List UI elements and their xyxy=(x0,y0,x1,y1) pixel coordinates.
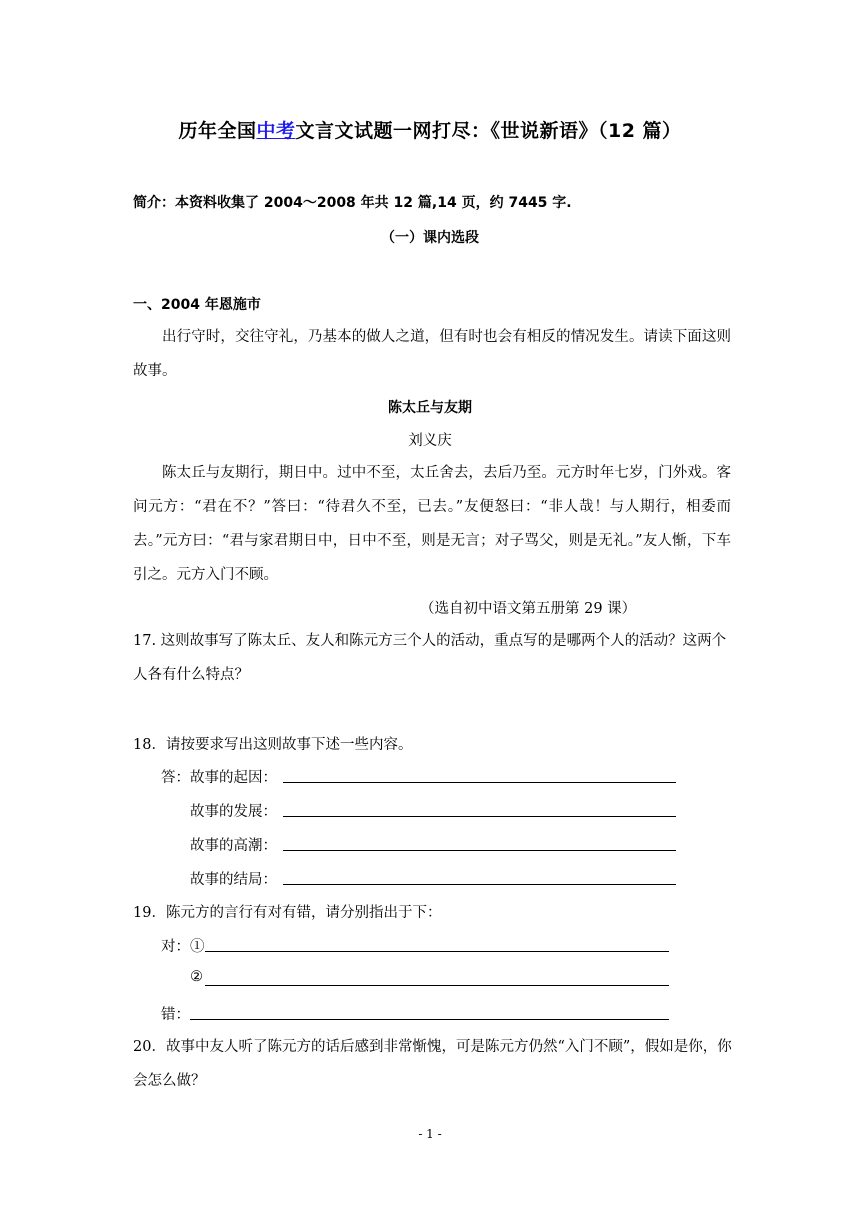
title-link-zhongkao[interactable]: 中考 xyxy=(256,120,296,142)
answer-blank-development[interactable] xyxy=(283,816,676,817)
answer-blank-ending[interactable] xyxy=(283,884,676,885)
story-author: 刘义庆 xyxy=(408,433,452,449)
question-group-heading: 一、2004 年恩施市 xyxy=(133,297,261,313)
answer-label-development: 故事的发展： xyxy=(190,804,277,820)
answer-label-wrong: 错： xyxy=(161,1007,190,1023)
intro-paragraph: 出行守时，交往守礼，乃基本的做人之道，但有时也会有相反的情况发生。请读下面这则故事。 xyxy=(133,329,731,379)
title-prefix: 历年全国 xyxy=(178,120,257,142)
answer-label-ending: 故事的结局： xyxy=(190,872,277,888)
document-title xyxy=(0,116,860,143)
section-heading: （一）课内选段 xyxy=(381,230,479,246)
answer-label-climax: 故事的高潮： xyxy=(190,838,277,854)
answer-label-right-1: 对：① xyxy=(161,939,205,955)
question-18: 18．请按要求写出这则故事下述一些内容。 xyxy=(133,737,413,753)
question-20: 20．故事中友人听了陈元方的话后感到非常惭愧，可是陈元方仍然“入门不顾”，假如是你，你会怎么做？ xyxy=(133,1039,732,1089)
story-text: 陈太丘与友期行，期日中。过中不至，太丘舍去，去后乃至。元方时年七岁，门外戏。客问元方：“君在不？”答曰：“待君久不至，已去。”友便怒曰：“非人哉！与人期行，相委而去。”元方曰：“君与家君期日中，日中不至，则是无言；对子骂父，则是无礼。”友人惭，下车引之。元方入门不顾。 xyxy=(133,465,731,583)
title-suffix: 文言文试题一网打尽：《世说新语》（12 篇） xyxy=(295,120,682,142)
answer-blank-wrong[interactable] xyxy=(190,1019,669,1020)
answer-blank-right-1[interactable] xyxy=(205,951,669,952)
answer-blank-right-2[interactable] xyxy=(205,985,669,986)
answer-label-right-2: ② xyxy=(190,969,203,985)
answer-prefix: 答： xyxy=(161,770,190,786)
answer-blank-climax[interactable] xyxy=(283,850,676,851)
question-17: 17. 这则故事写了陈太丘、友人和陈元方三个人的活动，重点写的是哪两个人的活动？这两个人各有什么特点？ xyxy=(133,633,727,683)
question-19: 19．陈元方的言行有对有错，请分别指出于下： xyxy=(133,905,442,921)
story-source: （选自初中语文第五册第 29 课） xyxy=(420,601,637,617)
page-number: - 1 - xyxy=(418,1127,442,1141)
story-title: 陈太丘与友期 xyxy=(388,400,472,416)
answer-label-cause: 故事的起因： xyxy=(190,770,277,786)
intro-text: 简介：本资料收集了 2004～2008 年共 12 篇,14 页，约 7445 字. xyxy=(133,195,572,211)
answer-blank-cause[interactable] xyxy=(283,782,676,783)
